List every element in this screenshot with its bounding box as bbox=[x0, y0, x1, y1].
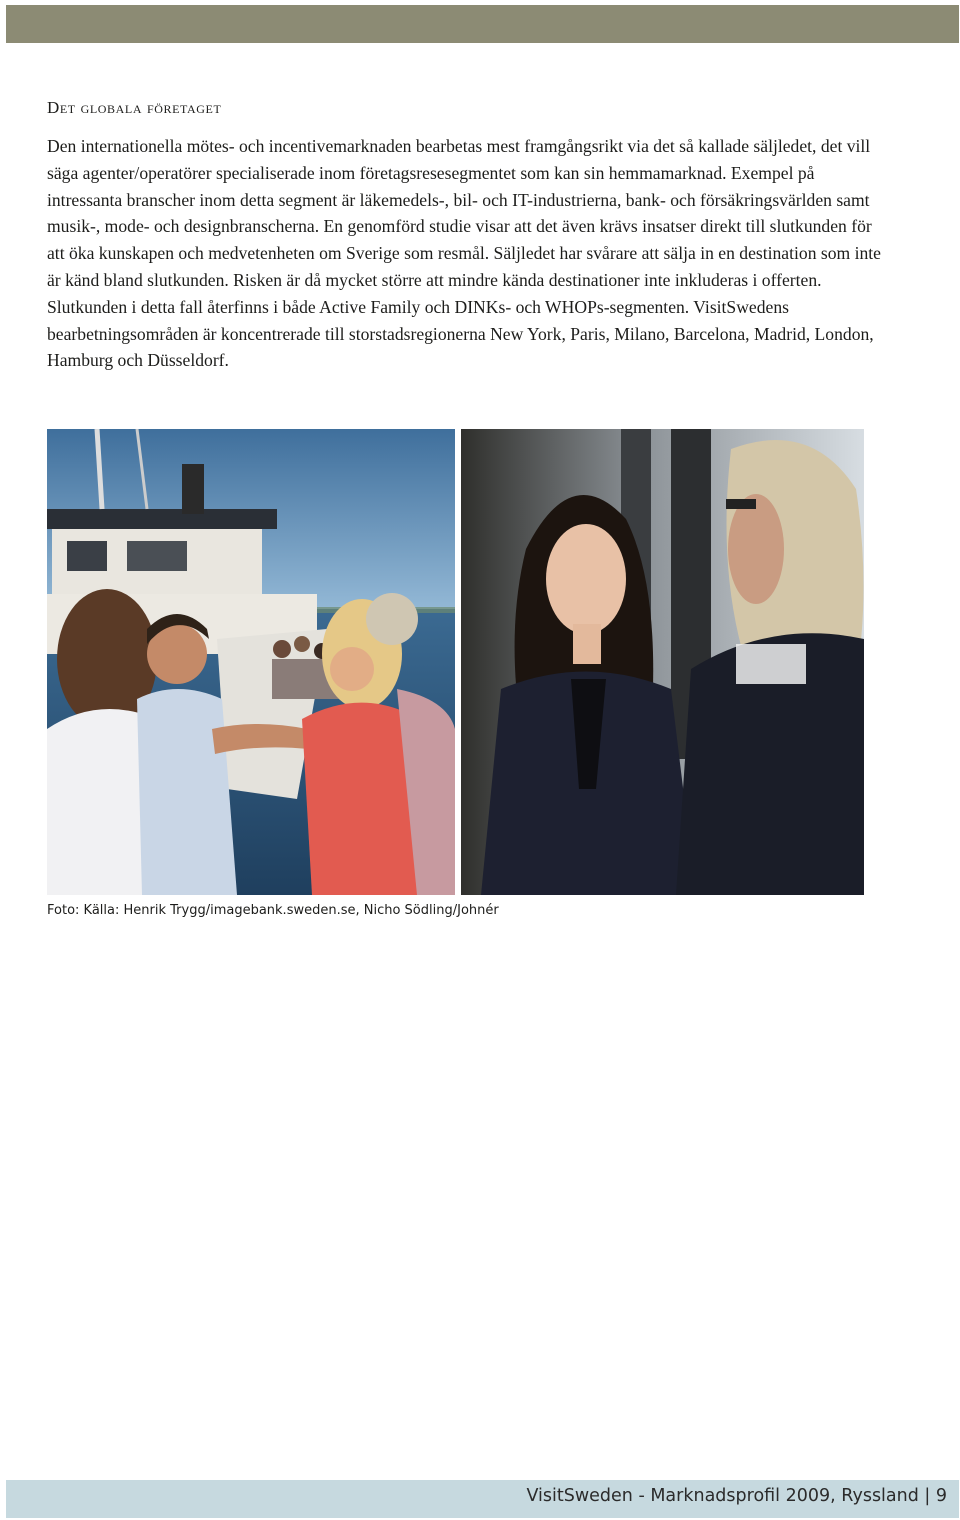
footer-bar bbox=[6, 1480, 959, 1518]
photo-harbour-people bbox=[47, 429, 455, 895]
photo-business-illustration bbox=[461, 429, 864, 895]
footer-text: VisitSweden - Marknadsprofil 2009, Ryssland | 9 bbox=[526, 1486, 947, 1506]
section-heading: Det globala företaget bbox=[47, 98, 222, 117]
photo-harbour-illustration bbox=[47, 429, 455, 895]
photo-caption: Foto: Källa: Henrik Trygg/imagebank.sweden.se, Nicho Södling/Johnér bbox=[47, 903, 499, 918]
photo-business-women bbox=[461, 429, 864, 895]
body-paragraph: Den internationella mötes- och incentivemarknaden bearbetas mest framgångsrikt via det så kallade säljledet, det vill säga agenter/operatörer specialiserade inom företagsresesegmentet som kan sin hemmamarknad. Exempel på intressanta branscher inom detta segment är läkemedels-, bil- och IT-industrierna, bank- och försäkringsvärlden samt musik-, mode- och designbranscherna. En genomförd studie visar att det även krävs insatser direkt till slutkunden för att öka kunskapen och medvetenheten om Sverige som resmål. Säljledet har svårare att sälja in en destination som inte är känd bland slutkunden. Risken är då mycket större att mindre kända destinationer inte inkluderas i offerten. Slutkunden i detta fall återfinns i både Active Family och DINKs- och WHOPs-segmenten. VisitSwedens bearbetningsområden är koncentrerade till storstadsregionerna New York, Paris, Milano, Barcelona, Madrid, London, Hamburg och Düsseldorf. bbox=[47, 136, 881, 371]
header-bar bbox=[6, 5, 959, 43]
